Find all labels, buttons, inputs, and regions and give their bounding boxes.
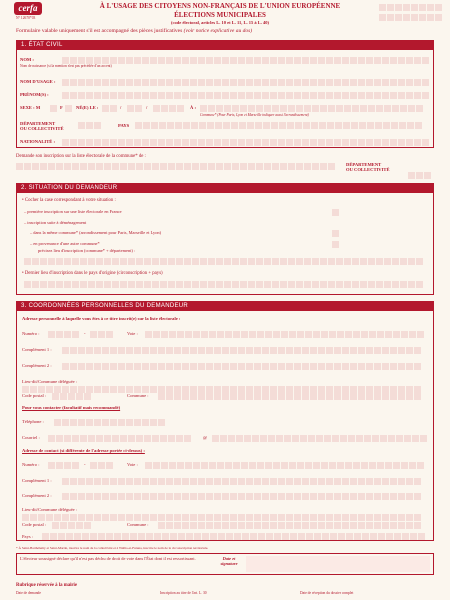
nom-label: NOM : (20, 57, 34, 62)
dernier-lieu-field[interactable] (24, 281, 423, 288)
notice-italic: (voir notice explicative au dos) (183, 28, 253, 34)
option-meme-commune: – dans la même commune* (arrondissement pour Paris, Marseille et Lyon) (30, 230, 162, 235)
contact-pays-label: Pays : (22, 534, 34, 539)
notice-text: Formulaire valable uniquement s'il est accompagné des pièces justificatives (16, 28, 183, 34)
contact-voie-label: Voie : (127, 462, 138, 467)
nom-sub: Nom de naissance (si la mention n'est pas précédée d'un accent) (20, 64, 112, 68)
pays-label: PAYS (118, 123, 130, 128)
at-sign: @ (203, 435, 208, 440)
nationalite-field[interactable] (62, 139, 429, 146)
voie-label: Voie : (127, 331, 138, 336)
complement2-field[interactable] (62, 363, 421, 370)
contact-commune-field[interactable] (158, 522, 421, 529)
date-slash-2: / (146, 105, 148, 110)
lieu-dit-label: Lieu-dit/Commune déléguée : (22, 379, 78, 384)
contact-voie-field[interactable] (145, 462, 424, 469)
birth-month-field[interactable] (127, 105, 142, 112)
ne-le-label: NÉ(E) LE : (76, 105, 99, 110)
sexe-m-checkbox[interactable] (50, 105, 57, 112)
pays-field[interactable] (135, 122, 422, 129)
courriel-label: Courriel : (22, 435, 40, 440)
nom-usage-field[interactable] (62, 79, 429, 86)
contact-complement2-label: Complément 2 : (22, 493, 52, 498)
adresse-contact-title: Adresse de contact (si différente de l'adresse portée ci-dessus) : (22, 448, 145, 453)
dernier-lieu-label: • Dernier lieu d'inscription dans le pays d'origine (circonscription + pays) (22, 271, 163, 276)
commune-field[interactable] (158, 393, 421, 400)
rubrique-label: Rubrique réservée à la mairie (16, 583, 78, 588)
section-3-title: 3. COORDONNÉES PERSONNELLES DU DEMANDEUR (17, 302, 433, 311)
lieu-dit-field[interactable] (22, 386, 421, 393)
complement1-field[interactable] (62, 347, 421, 354)
option-premiere-checkbox[interactable] (332, 209, 339, 216)
option-autre-commune: – en provenance d'une autre commune* (30, 241, 100, 246)
date-signature-label: Date et signature (220, 556, 238, 566)
contact-complement1-field[interactable] (62, 478, 421, 485)
declaration-text: L'électeur soussigné déclare qu'il n'est pas déchu de droit de vote dans l'État dont il est ressortissant. (20, 556, 196, 561)
adresse-title: Adresse personnelle à laquelle vous êtes à ce titre inscrit(e) sur la liste électorale : (22, 316, 181, 321)
prenoms-label: PRÉNOM(S) : (20, 92, 49, 97)
notice-line (16, 28, 252, 34)
birth-place-field[interactable] (200, 105, 423, 112)
complement2-label: Complément 2 : (22, 363, 52, 368)
numero-ext-field[interactable] (90, 331, 113, 338)
contact-title: Pour vous contacter (facultatif mais recommandé) (22, 405, 121, 410)
demande-label: Demande son inscription sur la liste électorale de la commune* de : (16, 154, 146, 159)
commune-label: Commune : (127, 393, 149, 398)
contact-numero-ext-field[interactable] (90, 462, 113, 469)
birth-year-field[interactable] (153, 105, 184, 112)
a-label: À : (190, 105, 196, 110)
date-demande-label: Date de demande (16, 591, 41, 595)
contact-numero-field[interactable] (48, 462, 79, 469)
section-2-title: 2. SITUATION DU DEMANDEUR (17, 184, 433, 193)
numero-dash: - (84, 331, 86, 336)
sexe-label: SEXE : M (20, 105, 41, 110)
option-demenagement: – inscription suite à déménagement (24, 220, 87, 225)
cerfa-logo (14, 2, 42, 15)
option-meme-commune-checkbox[interactable] (332, 230, 339, 237)
header-boxes[interactable] (379, 4, 442, 11)
demande-commune-field[interactable] (16, 163, 335, 170)
departement-label: DÉPARTEMENT OU COLLECTIVITÉ (20, 121, 64, 132)
inscription-departement-field[interactable] (408, 172, 431, 179)
form-number: N° 12670*03 (16, 16, 36, 20)
nom-usage-label: NOM D'USAGE : (20, 79, 56, 84)
inscription-art-label: Inscription au titre de l'art. L. 30 (160, 591, 207, 595)
prenoms-field[interactable] (62, 92, 429, 99)
departement-field[interactable] (78, 122, 101, 129)
option-autre-commune-sub: précisez lieu d'inscription (commune* + département) : (38, 248, 136, 253)
nationalite-label: NATIONALITÉ : (20, 139, 56, 144)
footnote: * À Saint-Barthélemy et Saint-Martin, inscrire le nom de la collectivité et à Wallis-et-Futuna, inscrire le nom de la circonscription territoriale. (16, 546, 209, 550)
courriel-user-field[interactable] (48, 435, 191, 442)
contact-lieu-dit-label: Lieu-dit/Commune déléguée : (22, 507, 78, 512)
nom-field[interactable] (62, 57, 429, 64)
cocher-text: • Cocher la case correspondant à votre situation : (22, 198, 116, 203)
date-reception-label: Date de réception du dossier complet (300, 591, 354, 595)
numero-label: Numéro : (22, 331, 40, 336)
complement1-label: Complément 1 : (22, 347, 52, 352)
section-1-title: 1. ÉTAT CIVIL (17, 41, 433, 50)
courriel-domain-field[interactable] (212, 435, 427, 442)
code-postal-field[interactable] (52, 393, 91, 400)
form-title: À L'USAGE DES CITOYENS NON-FRANÇAIS DE L'UNION EUROPÉENNE (99, 2, 341, 10)
sexe-f-label: F (60, 105, 63, 110)
contact-lieu-dit-field[interactable] (22, 514, 421, 521)
contact-numero-dash: - (84, 462, 86, 467)
legal-reference: (code électoral, articles L. 10 et L. 11, L. 15 à L. 40) (171, 20, 269, 25)
birth-day-field[interactable] (102, 105, 117, 112)
contact-pays-field[interactable] (42, 533, 425, 540)
signature-area[interactable] (246, 556, 430, 572)
contact-complement2-field[interactable] (62, 493, 421, 500)
contact-commune-label: Commune : (127, 522, 149, 527)
sexe-f-checkbox[interactable] (65, 105, 72, 112)
numero-field[interactable] (48, 331, 79, 338)
inscription-departement-label: DÉPARTEMENT OU COLLECTIVITÉ (346, 162, 390, 173)
form-subtitle: ÉLECTIONS MUNICIPALES (174, 11, 266, 19)
date-slash-1: / (120, 105, 122, 110)
telephone-label: Téléphone : (22, 419, 44, 424)
contact-complement1-label: Complément 1 : (22, 478, 52, 483)
contact-numero-label: Numéro : (22, 462, 40, 467)
header-boxes-2[interactable] (379, 14, 442, 21)
option-autre-commune-checkbox[interactable] (332, 241, 339, 248)
option-premiere: – première inscription sur une liste électorale en France (24, 209, 122, 214)
contact-code-postal-label: Code postal : (22, 522, 47, 527)
telephone-field[interactable] (54, 419, 165, 426)
commune-note: Commune* (Pour Paris, Lyon et Marseille indiquer aussi l'arrondissement) (200, 113, 309, 117)
ancienne-commune-field[interactable] (24, 258, 423, 265)
contact-code-postal-field[interactable] (52, 522, 91, 529)
voie-field[interactable] (145, 331, 424, 338)
code-postal-label: Code postal : (22, 393, 47, 398)
cerfa-logo-text: cerfa (18, 3, 38, 13)
